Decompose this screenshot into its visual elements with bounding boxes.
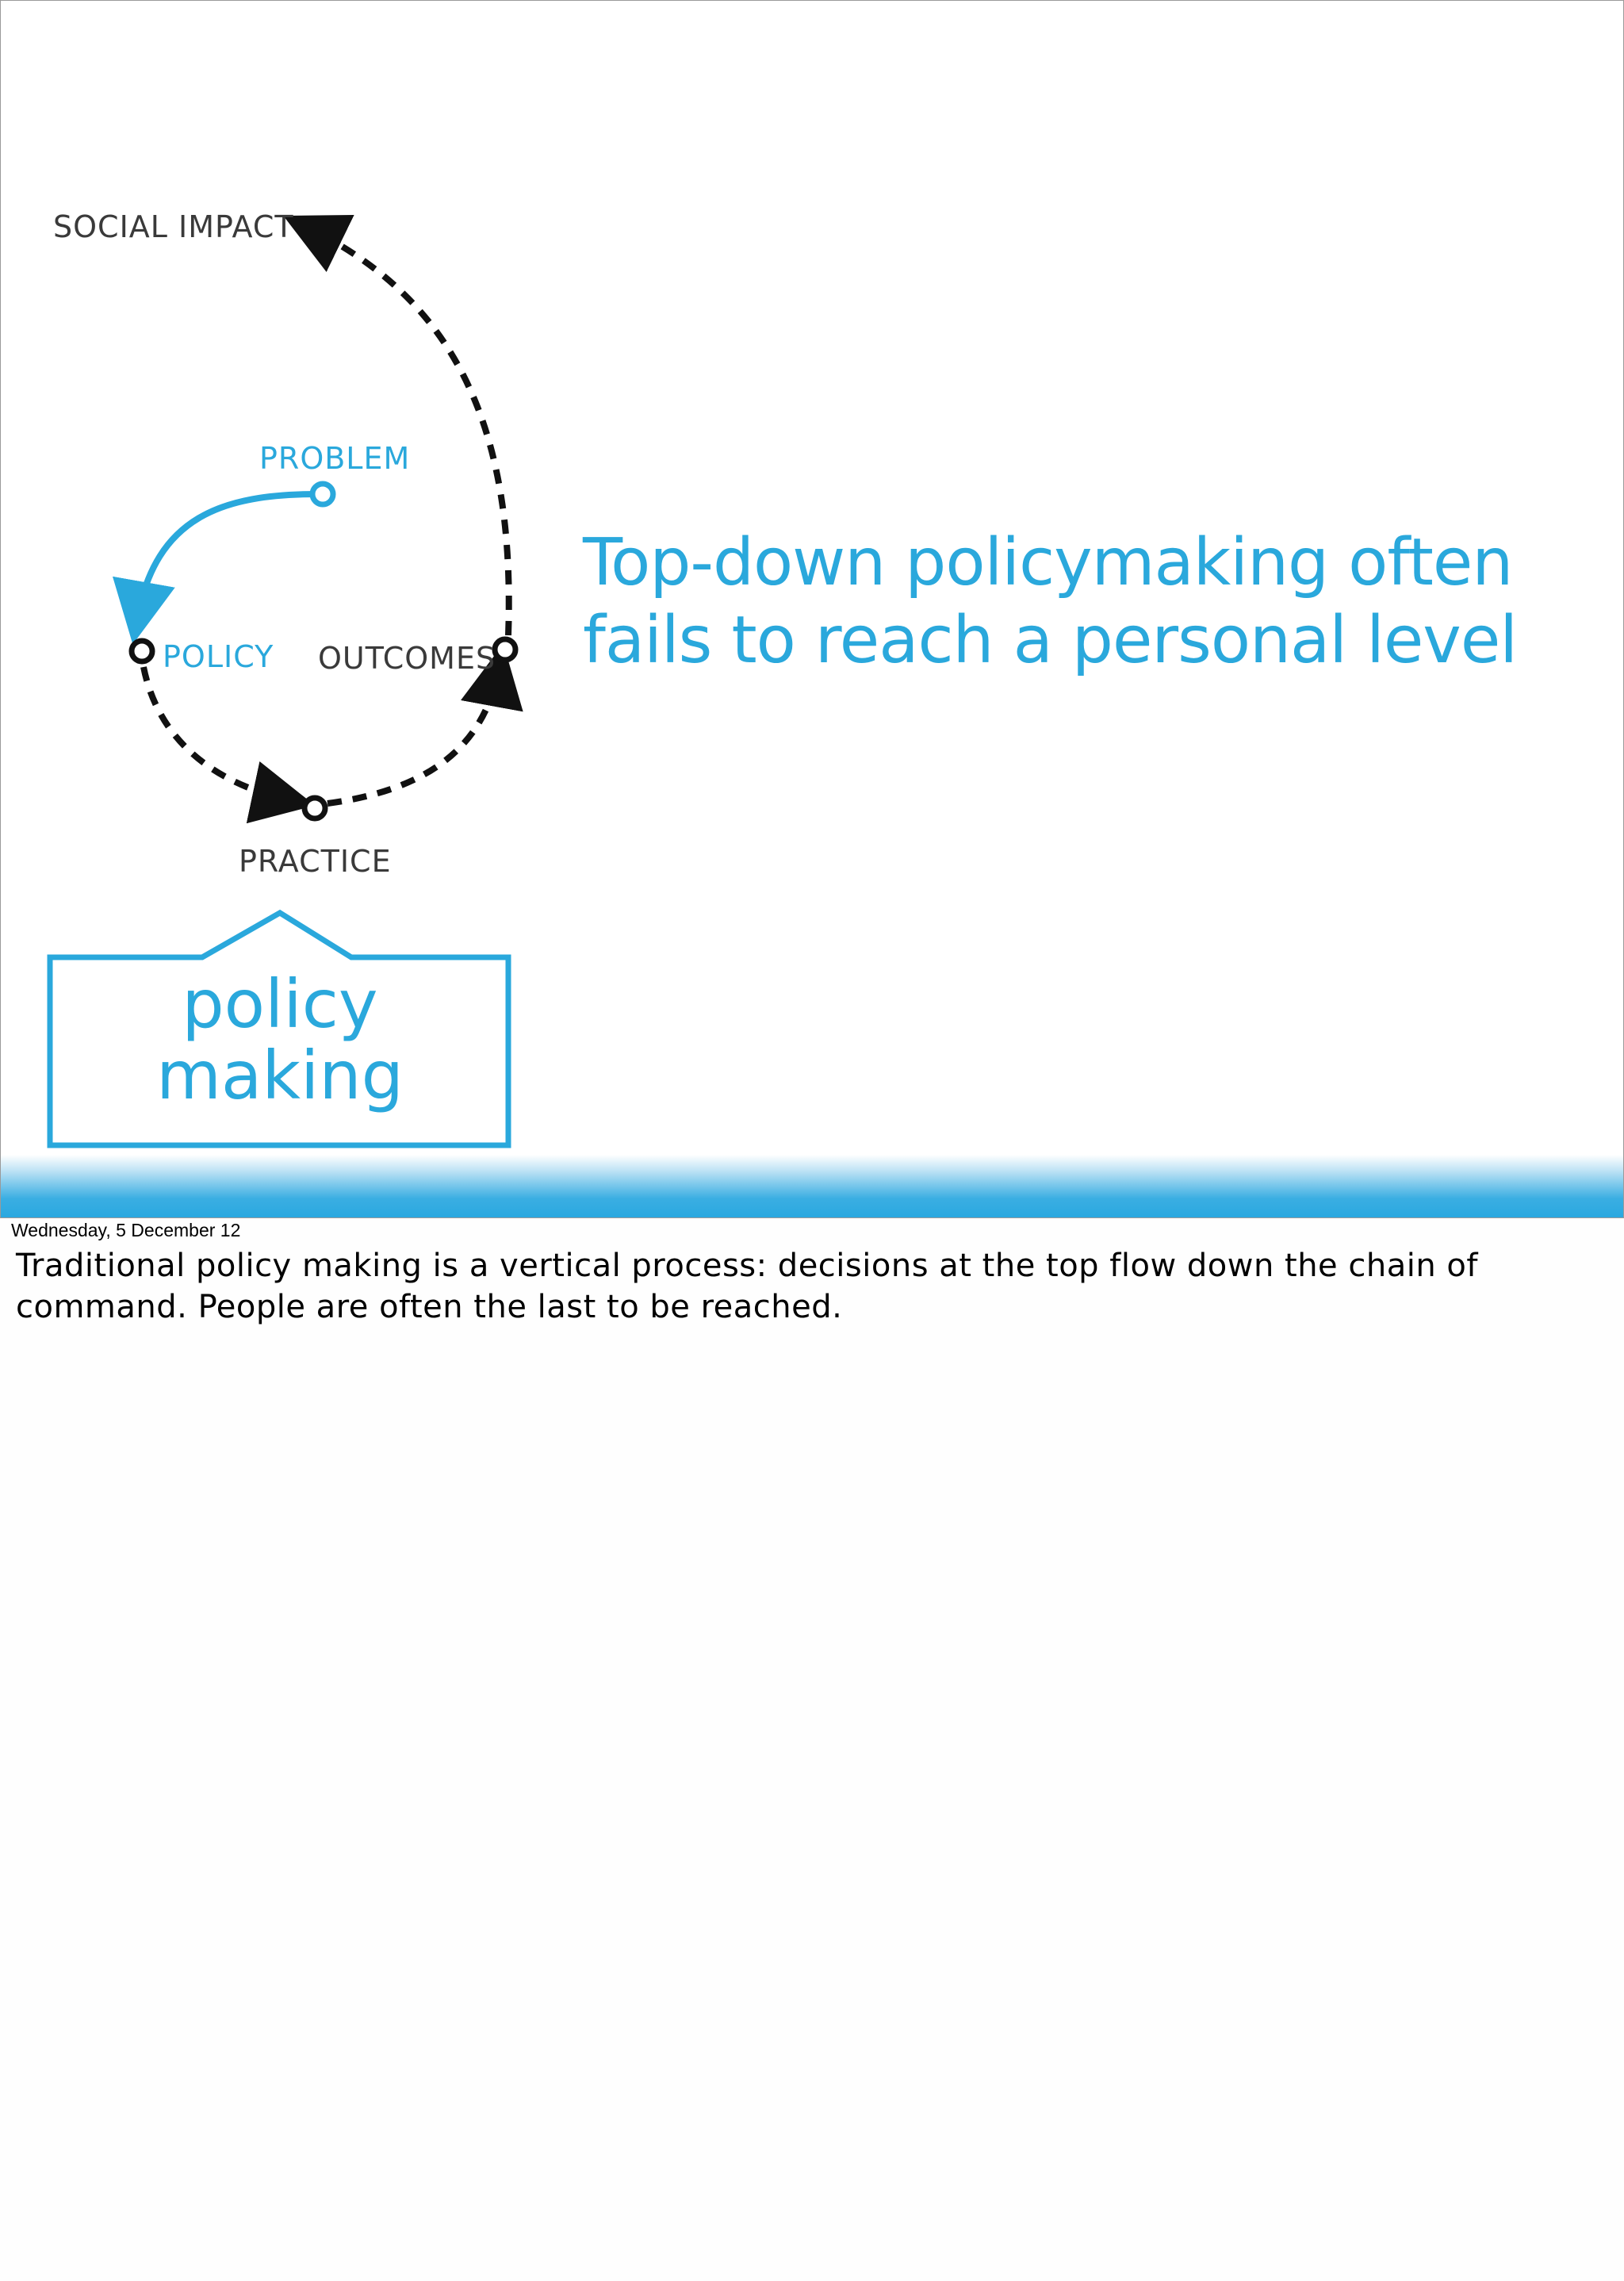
policy-to-practice-arrow — [144, 667, 290, 800]
policy-making-label — [52, 965, 508, 1114]
speaker-notes: Traditional policy making is a vertical process: decisions at the top flow down the chain of command. People are often the last to be reached. — [16, 1248, 1478, 1325]
box-label-line-1: policy — [182, 965, 378, 1043]
policy-label: POLICY — [163, 639, 274, 674]
slide-headline — [583, 524, 1598, 680]
problem-label: PROBLEM — [259, 441, 411, 476]
outcomes-to-social-impact-arrow — [306, 227, 509, 635]
practice-node — [304, 798, 325, 818]
outcomes-label: OUTCOMES — [318, 641, 496, 676]
slide-footer-band — [1, 1155, 1623, 1217]
headline-line-2: fails to reach a personal level — [583, 603, 1518, 678]
social-impact-label: SOCIAL IMPACT — [53, 209, 294, 244]
outcomes-node — [495, 639, 515, 660]
problem-node — [312, 484, 333, 504]
practice-label: PRACTICE — [239, 844, 392, 879]
notes-date: Wednesday, 5 December 12 — [11, 1220, 241, 1240]
policy-node — [132, 641, 152, 661]
headline-line-1: Top-down policymaking often — [583, 525, 1513, 600]
box-label-line-2: making — [156, 1037, 404, 1114]
problem-to-policy-arrow — [137, 494, 318, 619]
practice-to-outcomes-arrow — [327, 669, 499, 803]
